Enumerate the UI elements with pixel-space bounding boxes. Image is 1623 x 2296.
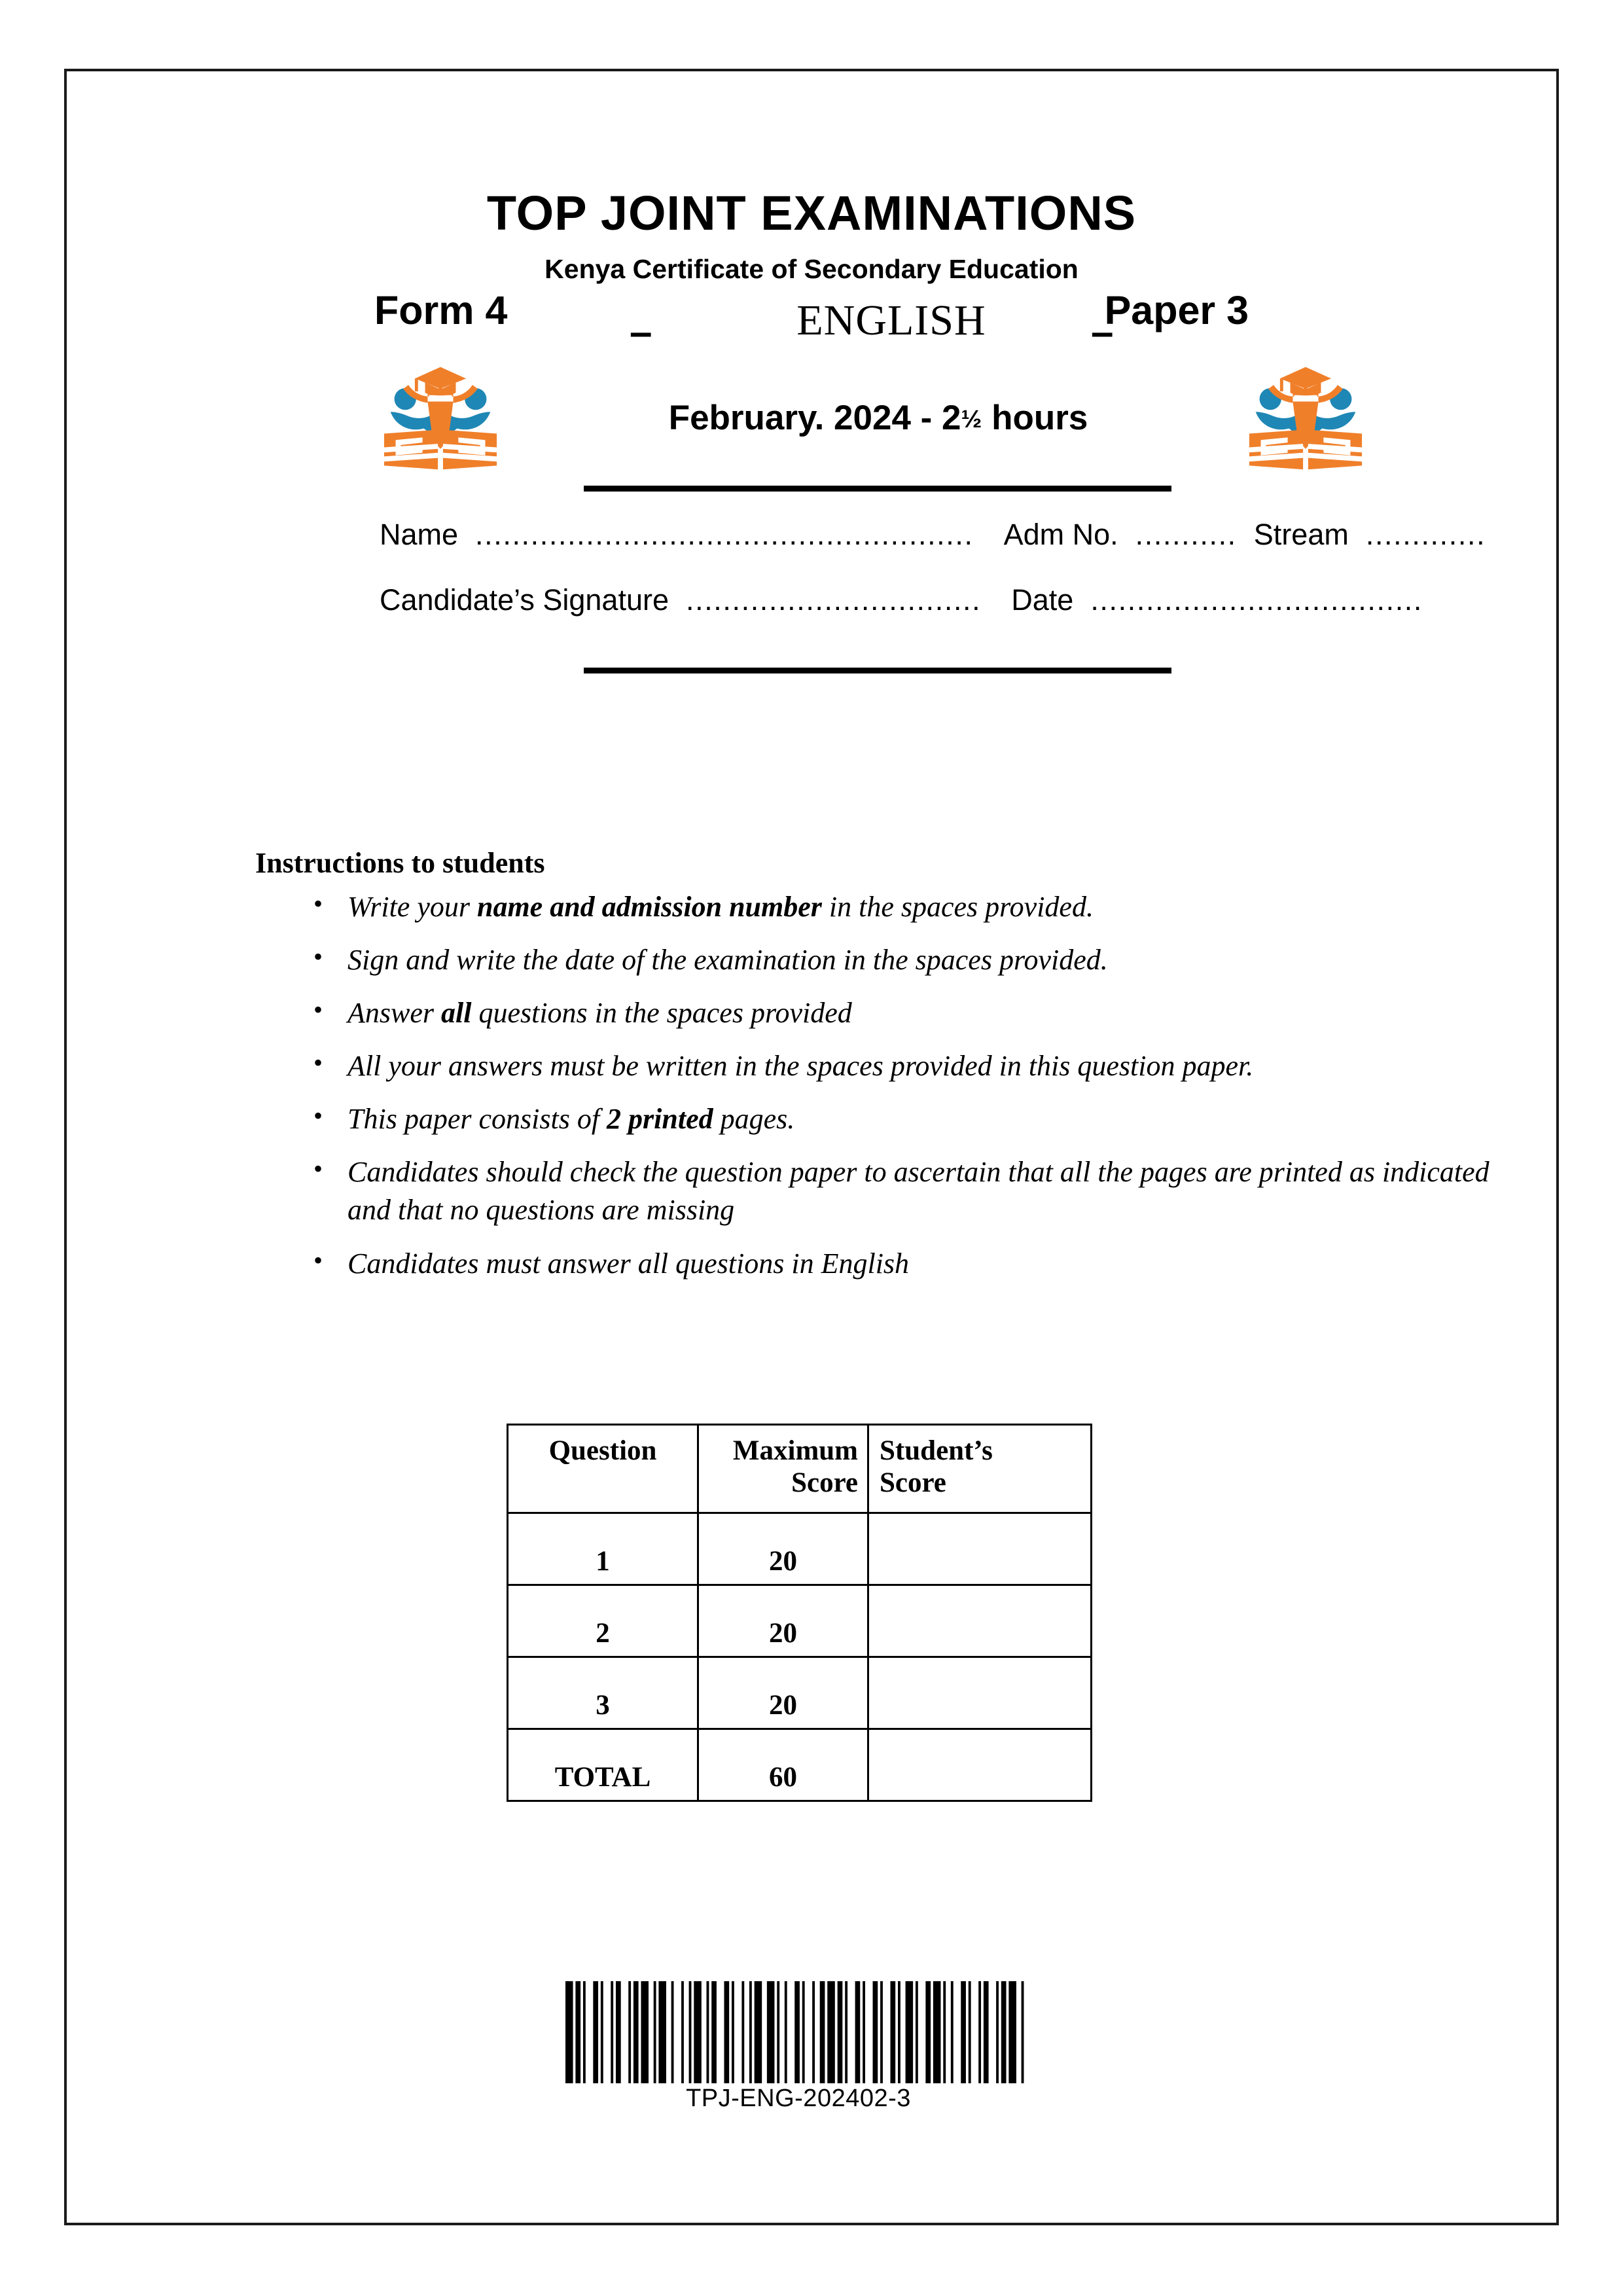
header-question: Question: [508, 1425, 698, 1513]
instruction-item: [299, 1047, 1503, 1085]
instruction-text: questions in the spaces provided: [471, 997, 852, 1030]
instruction-item: [299, 994, 1503, 1032]
student-score-cell[interactable]: [868, 1657, 1092, 1729]
stream-label: Stream: [1253, 518, 1349, 551]
instruction-item: [299, 941, 1503, 979]
instruction-emphasis: name and admission number: [476, 891, 822, 923]
page-frame: [64, 69, 1559, 2225]
instructions-list: [299, 888, 1503, 1298]
instruction-text: Candidates should check the question paper to ascertain that all the pages are printed as indicated and that no questions are missing: [348, 1156, 1489, 1227]
header-maximum-line1: Maximum: [732, 1435, 858, 1466]
name-input-line[interactable]: ......................................................: [475, 518, 974, 551]
adm-no-label: Adm No.: [1003, 518, 1118, 551]
table-row: [508, 1513, 1092, 1585]
table-row: [508, 1657, 1092, 1729]
score-table: [507, 1424, 1092, 1802]
date-input-line[interactable]: ....................................: [1090, 583, 1423, 617]
instruction-text: in the spaces provided.: [821, 891, 1094, 923]
adm-no-input-line[interactable]: ...........: [1135, 518, 1237, 551]
question-cell: 3: [508, 1657, 698, 1729]
question-cell: 2: [508, 1585, 698, 1657]
student-score-cell[interactable]: [868, 1729, 1092, 1801]
maximum-score-cell: 20: [698, 1657, 868, 1729]
date-label: Date: [1011, 583, 1074, 617]
score-table-body: [508, 1513, 1092, 1801]
table-row: [508, 1585, 1092, 1657]
exam-title: TOP JOINT EXAMINATIONS: [486, 186, 1137, 240]
instruction-text: All your answers must be written in the spaces provided in this question paper.: [348, 1050, 1254, 1083]
candidate-signature-row: [380, 585, 1423, 615]
instruction-text: Answer: [348, 997, 441, 1030]
instruction-emphasis: all: [441, 997, 472, 1030]
header-maximum-score: [698, 1425, 868, 1513]
instruction-emphasis: 2 printed: [607, 1103, 713, 1136]
session-prefix: February. 2024 - 2: [668, 399, 961, 437]
candidate-identification-row: [380, 520, 1486, 549]
dash-separator-right: –: [1091, 310, 1114, 355]
table-row: [508, 1729, 1092, 1801]
instruction-text: Sign and write the date of the examination in the spaces provided.: [348, 944, 1108, 977]
score-table-head: [508, 1425, 1092, 1513]
instructions-heading: Instructions to students: [255, 847, 545, 879]
header-student-line2: Score: [880, 1467, 946, 1498]
maximum-score-cell: 60: [698, 1729, 868, 1801]
table-header-row: [508, 1425, 1092, 1513]
instruction-text: Candidates must answer all questions in English: [348, 1247, 910, 1280]
signature-input-line[interactable]: ................................: [685, 583, 982, 617]
student-score-cell[interactable]: [868, 1585, 1092, 1657]
question-cell: TOTAL: [508, 1729, 698, 1801]
graduation-book-logo-icon: [1241, 359, 1370, 476]
form-label: Form 4: [374, 288, 508, 332]
instruction-text: Write your: [348, 891, 477, 923]
session-fraction: ½: [961, 404, 982, 433]
graduation-book-logo-icon: [376, 359, 505, 476]
student-score-cell[interactable]: [868, 1513, 1092, 1585]
session-suffix: hours: [982, 399, 1088, 437]
dash-separator-left: –: [630, 310, 652, 355]
instruction-item: [299, 1245, 1503, 1283]
barcode-block: [565, 1981, 1031, 2111]
subject-label: ENGLISH: [796, 296, 986, 344]
paper-label: Paper 3: [1104, 288, 1249, 332]
school-logo-right: [1241, 359, 1370, 476]
instruction-text: This paper consists of: [348, 1103, 607, 1136]
instruction-item: [299, 1100, 1503, 1138]
school-logo-left: [376, 359, 505, 476]
maximum-score-cell: 20: [698, 1585, 868, 1657]
header-student-line1: Student’s: [880, 1435, 993, 1466]
header-divider-top: [584, 486, 1171, 492]
instruction-item: [299, 1153, 1503, 1229]
barcode-image: [565, 1981, 1031, 2083]
maximum-score-cell: 20: [698, 1513, 868, 1585]
session-label: [525, 401, 1232, 435]
signature-label: Candidate’s Signature: [380, 583, 669, 617]
instruction-text: pages.: [713, 1103, 795, 1136]
exam-subtitle: Kenya Certificate of Secondary Education: [544, 254, 1079, 284]
question-cell: 1: [508, 1513, 698, 1585]
instruction-item: [299, 888, 1503, 926]
header-maximum-line2: Score: [791, 1467, 858, 1498]
header-student-score: [868, 1425, 1092, 1513]
name-label: Name: [380, 518, 459, 551]
stream-input-line[interactable]: .............: [1365, 518, 1486, 551]
header-divider-bottom: [584, 668, 1171, 673]
barcode-value: TPJ-ENG-202402-3: [686, 2085, 911, 2112]
